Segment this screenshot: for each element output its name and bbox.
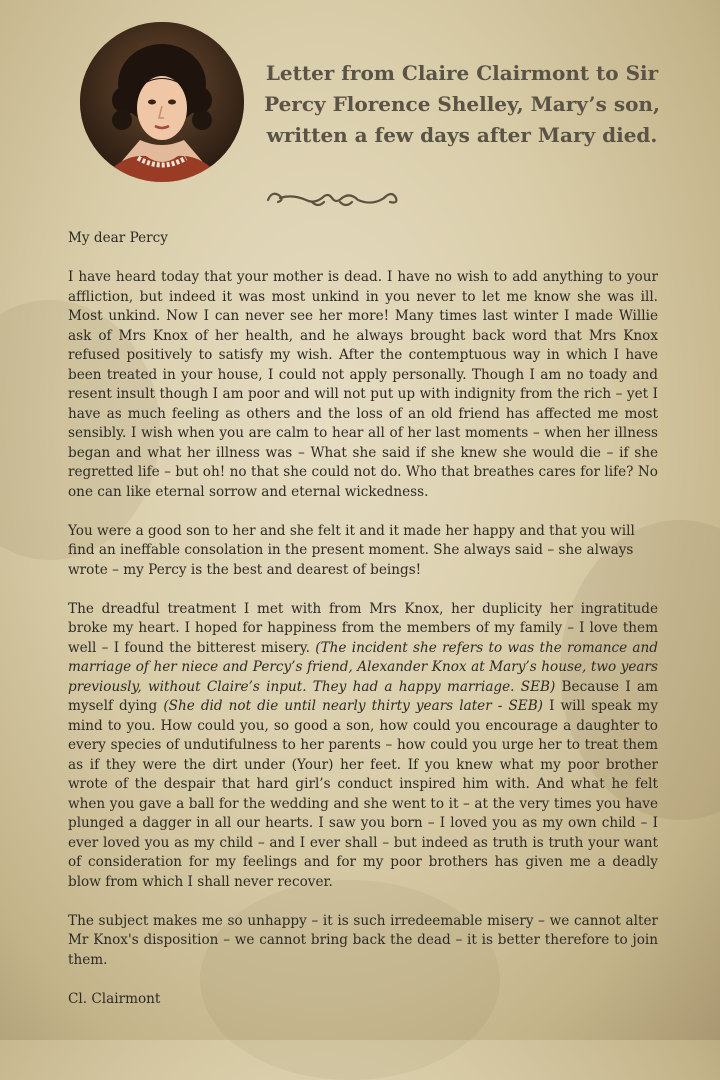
paragraph-3-part-3: I will speak my mind to you. How could you, so good a son, how could you encourage a daughter to every species of undutifulness to her parents – how could you urge her to treat them as if they were the dirt under (Your) her feet. If you knew what my poor brother wrote of the despair that hard girl’s conduct inspired him with. And what he felt when you gave a ball for the wedding and she went to it – at the very times you have plunged a dagger in all our hearts. I saw you born – I loved you as my own child – I ever loved you as my child – and I ever shall – but indeed as truth is truth your want of consideration for my feelings and for my poor brothers has given me a deadly blow from which I shall never recover. [68,698,659,890]
paragraph-3-part-2: Because I am myself dying [68,678,658,714]
flourish-divider-icon [262,186,402,216]
editor-note-1: (The incident she refers to was the romance and marriage of her niece and Percy’s friend, Alexander Knox at Mary’s house, two years previously, without Claire’s input. They had a happy marriage. SEB) [68,639,658,695]
paragraph-1: I have heard today that your mother is dead. I have no wish to add anything to your affliction, but indeed it was most unkind in you never to let me know she was ill. Most unkind. Now I can never see her more! Many times last winter I made Willie ask of Mrs Knox of her health, and he always brought back word that Mrs Knox refused positively to satisfy my wish. After the contemptuous way in which I have been treated in your house, I could not apply personally. Though I am no toady and resent insult though I am poor and will not put up with indignity from the rich – yet I have as much feeling as others and the loss of an old friend has affected me most sensibly. I wish when you are calm to hear all of her last moments – when her illness began and what her illness was – What she said if she knew she would die – if she regretted life – but oh! no that she could not do. Who that breathes cares for life? No one can like eternal sorrow and eternal wickedness. [68,269,658,500]
portrait-image [80,22,244,182]
paragraph-3-part-1: The dreadful treatment I met with from Mrs Knox, her duplicity her ingratitude broke my heart. I hoped for happiness from the members of my family – I love them well – I found the bitterest misery. [68,600,658,656]
paragraph-3 [68,600,658,893]
greeting: My dear Percy [68,230,168,246]
portrait-icon [80,22,244,182]
editor-note-2: (She did not die until nearly thirty years later - SEB) [163,698,543,714]
paragraph-2: You were a good son to her and she felt it and it made her happy and that you will find an ineffable consolation in the present moment. She always said – she always wrote – my Percy is the best and dearest of beings! [68,522,635,578]
letter-body [68,229,658,1029]
letter-title: Letter from Claire Clairmont to Sir Percy Florence Shelley, Mary’s son, written a few days after Mary died. [264,61,660,147]
signature: Cl. Clairmont [68,990,161,1007]
paragraph-4: The subject makes me so unhappy – it is such irredeemable misery – we cannot alter Mr Knox's disposition – we cannot bring back the dead – it is better therefore to join them. [68,912,658,968]
